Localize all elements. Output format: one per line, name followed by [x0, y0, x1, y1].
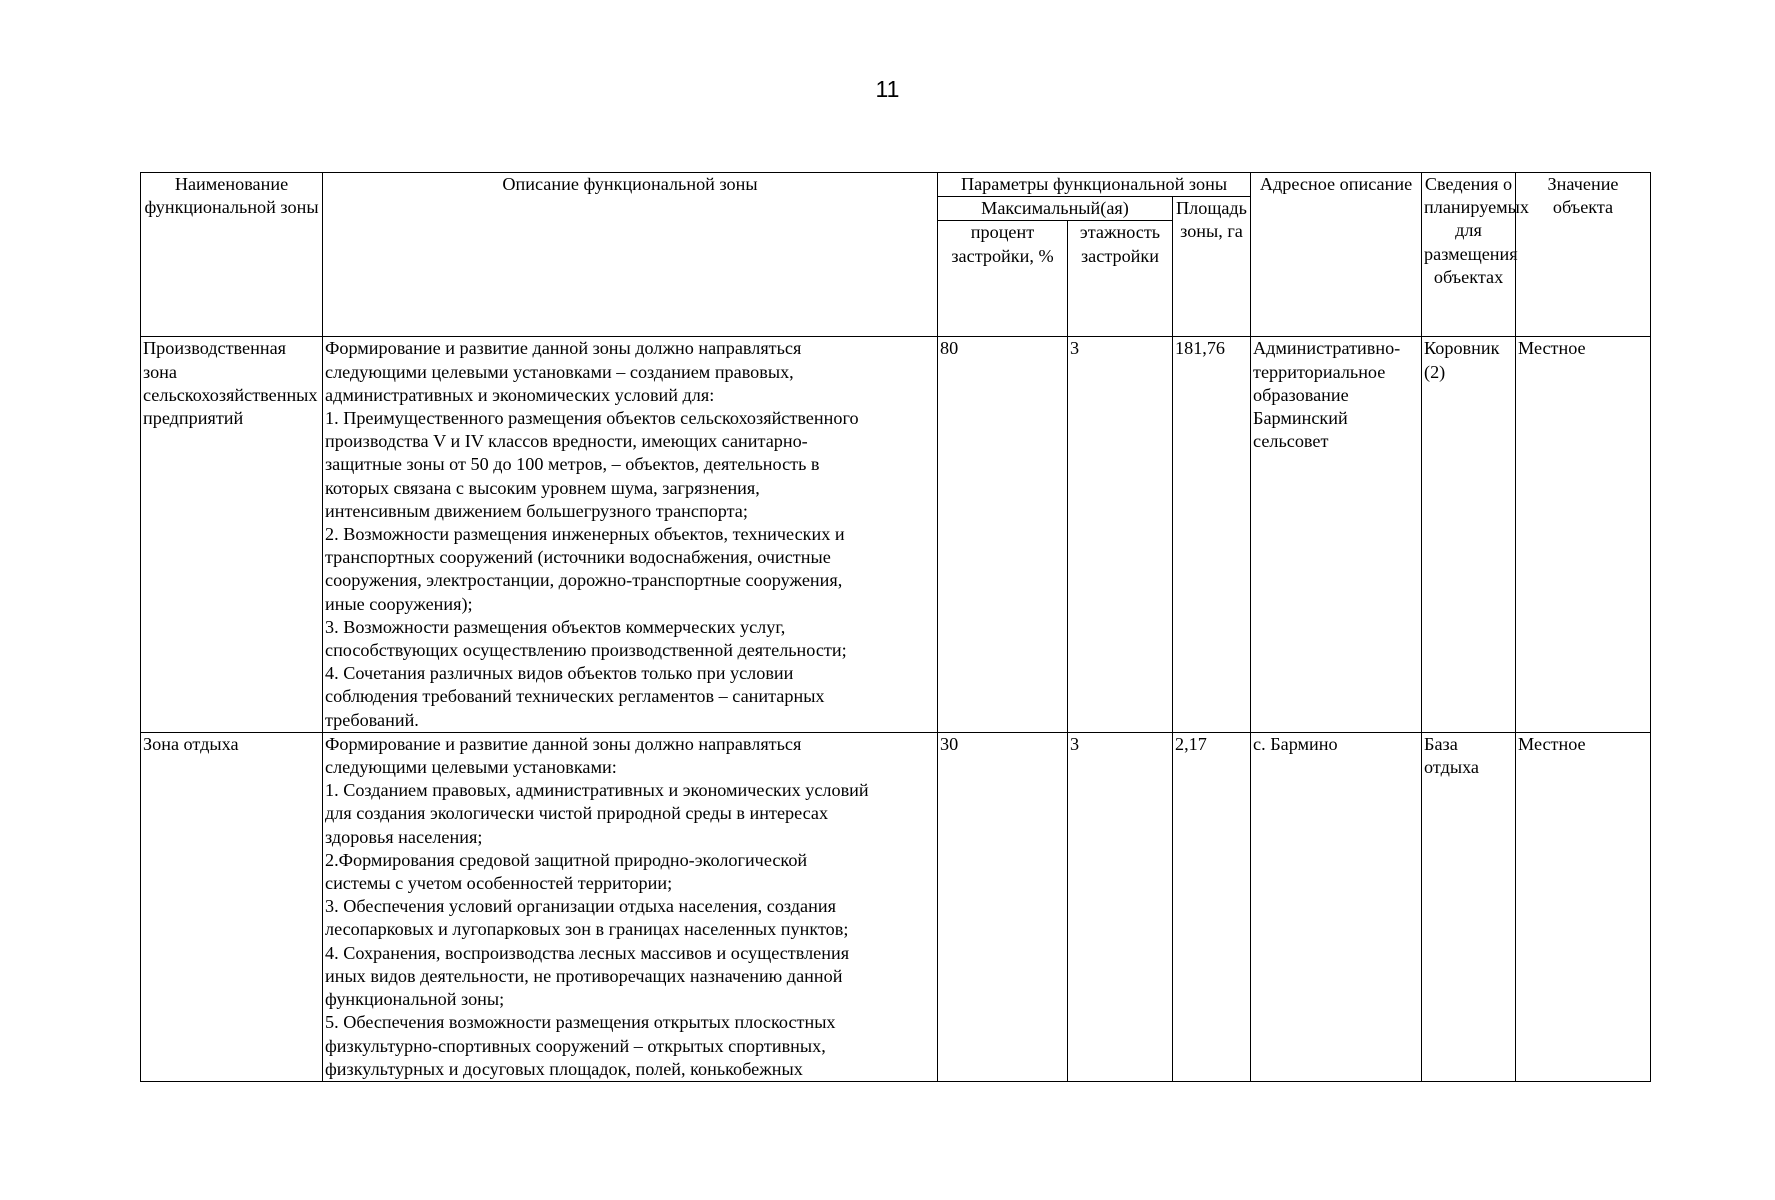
header-floors: этажность застройки — [1068, 221, 1173, 337]
planned-objects-cell: Коровник (2) — [1422, 337, 1516, 732]
description-line: 5. Обеспечения возможности размещения открытых плоскостных — [325, 1012, 836, 1033]
description-line: 3. Возможности размещения объектов коммерческих услуг, — [325, 616, 786, 637]
header-zone-parameters: Параметры функциональной зоны — [938, 173, 1251, 197]
description-line: Формирование и развитие данной зоны должно направляться — [325, 733, 802, 754]
zone-area-cell: 181,76 — [1173, 337, 1251, 732]
description-line: физкультурно-спортивных сооружений – открытых спортивных, — [325, 1035, 826, 1056]
floors-cell: 3 — [1068, 732, 1173, 1081]
build-percent-cell: 30 — [938, 732, 1068, 1081]
table-row — [141, 337, 1651, 732]
description-line: 2. Возможности размещения инженерных объектов, технических и — [325, 524, 845, 545]
description-line: следующими целевыми установками: — [325, 757, 617, 778]
page-number: 11 — [875, 76, 900, 102]
description-line: системы с учетом особенностей территории; — [325, 873, 673, 894]
header-build-percent: процент застройки, % — [938, 221, 1068, 337]
description-line: следующими целевыми установками – созданием правовых, — [325, 361, 794, 382]
description-line: 4. Сочетания различных видов объектов только при условии — [325, 663, 794, 684]
description-line: иные сооружения); — [325, 593, 473, 614]
build-percent-cell: 80 — [938, 337, 1068, 732]
description-line: сооружения, электростанции, дорожно-транспортные сооружения, — [325, 570, 843, 591]
zone-description-cell — [323, 732, 938, 1081]
zone-area-cell: 2,17 — [1173, 732, 1251, 1081]
header-maximum: Максимальный(ая) — [938, 197, 1173, 221]
header-address: Адресное описание — [1251, 173, 1422, 337]
description-line: 4. Сохранения, воспроизводства лесных массивов и осуществления — [325, 942, 850, 963]
description-line: 3. Обеспечения условий организации отдыха населения, создания — [325, 896, 836, 917]
object-value-cell: Местное — [1516, 732, 1651, 1081]
address-cell: с. Бармино — [1251, 732, 1422, 1081]
description-line: иных видов деятельности, не противоречащих назначению данной — [325, 965, 843, 986]
description-line: 1. Созданием правовых, административных и экономических условий — [325, 780, 869, 801]
header-object-value: Значение объекта — [1516, 173, 1651, 337]
floors-cell: 3 — [1068, 337, 1173, 732]
description-line: которых связана с высоким уровнем шума, загрязнения, — [325, 477, 760, 498]
zone-description-cell — [323, 337, 938, 732]
description-line: лесопарковых и лугопарковых зон в границах населенных пунктов; — [325, 919, 849, 940]
address-cell: Административно-территориальное образование Барминский сельсовет — [1251, 337, 1422, 732]
description-line: Формирование и развитие данной зоны должно направляться — [325, 338, 802, 359]
description-line: для создания экологически чистой природной среды в интересах — [325, 803, 829, 824]
description-line: соблюдения требований технических регламентов – санитарных — [325, 686, 825, 707]
object-value-cell: Местное — [1516, 337, 1651, 732]
functional-zones-table — [140, 172, 1651, 1082]
header-planned-objects: Сведения о планируемых для размещения объектах — [1422, 173, 1516, 337]
description-line: 1. Преимущественного размещения объектов сельскохозяйственного — [325, 408, 859, 429]
planned-objects-cell: База отдыха — [1422, 732, 1516, 1081]
description-line: физкультурных и досуговых площадок, полей, конькобежных — [325, 1058, 803, 1079]
description-line: транспортных сооружений (источники водоснабжения, очистные — [325, 547, 831, 568]
description-line: функциональной зоны; — [325, 989, 505, 1010]
description-line: интенсивным движением большегрузного транспорта; — [325, 500, 748, 521]
description-line: требований. — [325, 709, 419, 730]
header-zone-description: Описание функциональной зоны — [323, 173, 938, 337]
description-line: способствующих осуществлению производственной деятельности; — [325, 640, 847, 661]
description-line: производства V и IV классов вредности, имеющих санитарно- — [325, 431, 808, 452]
description-line: административных и экономических условий для: — [325, 384, 715, 405]
header-zone-area: Площадь зоны, га — [1173, 197, 1251, 337]
description-line: защитные зоны от 50 до 100 метров, – объектов, деятельность в — [325, 454, 820, 475]
description-line: здоровья населения; — [325, 826, 483, 847]
zone-name-cell: Зона отдыха — [141, 732, 323, 1081]
header-zone-name: Наименование функциональной зоны — [141, 173, 323, 337]
description-line: 2.Формирования средовой защитной природно-экологической — [325, 849, 808, 870]
zone-name-cell: Производственная зона сельскохозяйственных предприятий — [141, 337, 323, 732]
table-row — [141, 732, 1651, 1081]
